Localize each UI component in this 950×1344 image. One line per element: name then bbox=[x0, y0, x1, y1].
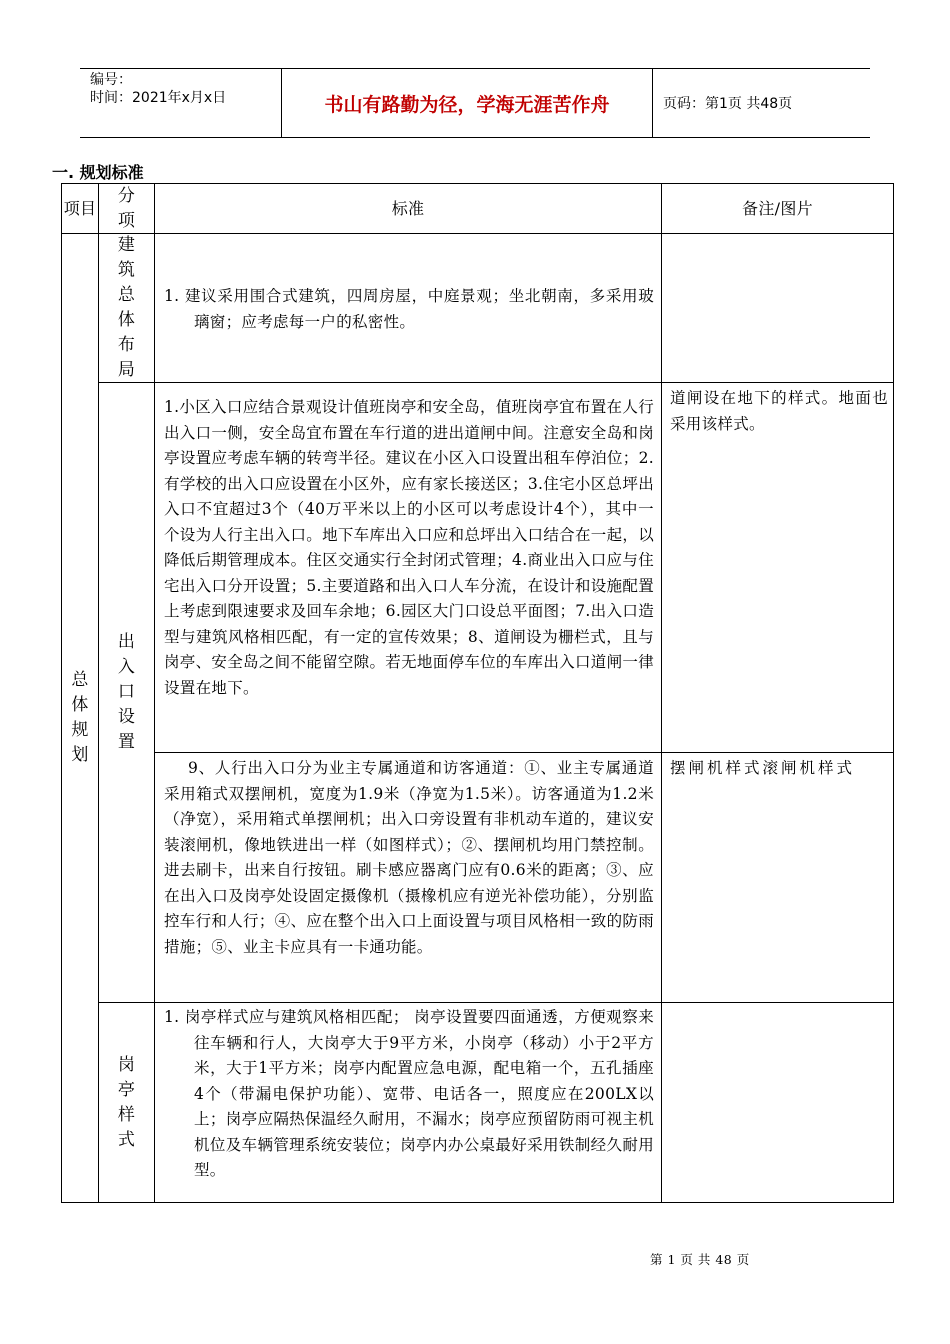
column-divider bbox=[154, 183, 155, 1203]
header-meta bbox=[80, 69, 282, 137]
subitem-cell bbox=[99, 234, 154, 382]
subitem-cell bbox=[99, 383, 154, 1002]
subitem-cell bbox=[99, 1003, 154, 1202]
row-divider bbox=[154, 752, 894, 753]
section-title: 一. 规划标准 bbox=[52, 163, 144, 182]
table-border-bottom bbox=[61, 1202, 894, 1203]
subitem-label: 建筑总体布局 bbox=[117, 235, 136, 380]
row-divider bbox=[98, 382, 894, 383]
subitem-label: 出入口设置 bbox=[117, 632, 136, 752]
time-label: 时间：2021年x月x日 bbox=[90, 90, 227, 106]
header-motto: 书山有路勤为径，学海无涯苦作舟 bbox=[282, 69, 653, 137]
group-label: 总体规划 bbox=[71, 670, 89, 765]
standard-text: 1. 岗亭样式应与建筑风格相匹配； 岗亭设置要四面通透，方便观察来往车辆和行人，大岗亭大于9平方米，小岗亭（移动）小于2平方米，大于1平方米；岗亭内配置应急电源，配电箱一个，五孔插座4个（带漏电保护功能）、宽带、电话各一，照度应在200LX以上；岗亭应隔热保温经久耐用，不漏水；岗亭应预留防雨可视主机机位及车辆管理系统安装位；岗亭内办公桌最好采用铁制经久耐用型。 bbox=[164, 1008, 654, 1179]
header-subitem-cell bbox=[99, 184, 154, 233]
header-item: 项目 bbox=[63, 198, 97, 218]
standard-text: 1. 建议采用围合式建筑，四周房屋，中庭景观；坐北朝南，多采用玻璃窗；应考虑每一户的私密性。 bbox=[164, 287, 654, 331]
subitem-label: 岗亭样式 bbox=[117, 1054, 136, 1150]
notes-text: 摆闸机样式滚闸机样式 bbox=[670, 759, 856, 777]
number-label: 编号： bbox=[90, 72, 132, 88]
table-border-right bbox=[893, 183, 894, 1203]
document-header bbox=[80, 68, 870, 138]
notes-text: 道闸设在地下的样式。地面也采用该样式。 bbox=[670, 389, 888, 433]
standard-text: 1.小区入口应结合景观设计值班岗亭和安全岛，值班岗亭宜布置在人行出入口一侧，安全岛宜布置在车行道的进出道闸中间。注意安全岛和岗亭设置应考虑车辆的转弯半径。建议在小区入口设置出租车停泊位；2.有学校的出入口应设置在小区外，应有家长接送区；3.住宅小区总坪出入口不宜超过3个（40万平米以上的小区可以考虑设计4个），其中一个设为人行主出入口。地下车库出入口应和总坪出入口结合在一起，以降低后期管理成本。住区交通实行全封闭式管理；4.商业出入口应与住宅出入口分开设置；5.主要道路和出入口人车分流，在设计和设施配置上考虑到限速要求及回车余地；6.园区大门口设总平面图；7.出入口造型与建筑风格相匹配，有一定的宣传效果；8、道闸设为栅栏式，且与岗亭、安全岛之间不能留空隙。若无地面停车位的车库出入口道闸一律设置在地下。 bbox=[164, 398, 654, 697]
header-subitem: 分项 bbox=[117, 185, 136, 231]
column-divider bbox=[661, 183, 662, 1203]
table-header-divider bbox=[61, 233, 894, 234]
header-standard: 标准 bbox=[391, 198, 425, 218]
standard-text: 9、人行出入口分为业主专属通道和访客通道：①、业主专属通道采用箱式双摆闸机，宽度为1.9米（净宽为1.5米）。访客通道为1.2米（净宽），采用箱式单摆闸机；出入口旁设置有非机动车道的，建议安装滚闸机，像地铁进出一样（如图样式）；②、摆闸机均用门禁控制。进去刷卡，出来自行按钮。刷卡感应器离门应有0.6米的距离；③、应在出入口及岗亭处设固定摄像机（摄橡机应有逆光补偿功能），分别监控车行和人行；④、应在整个出入口上面设置与项目风格相一致的防雨措施；⑤、业主卡应具有一卡通功能。 bbox=[164, 759, 654, 956]
header-page-info: 页码：第1页 共48页 bbox=[663, 96, 793, 112]
page-footer: 第 1 页 共 48 页 bbox=[650, 1252, 750, 1267]
header-notes: 备注/图片 bbox=[742, 198, 813, 218]
row-divider bbox=[98, 1002, 894, 1003]
group-cell bbox=[62, 234, 98, 1202]
